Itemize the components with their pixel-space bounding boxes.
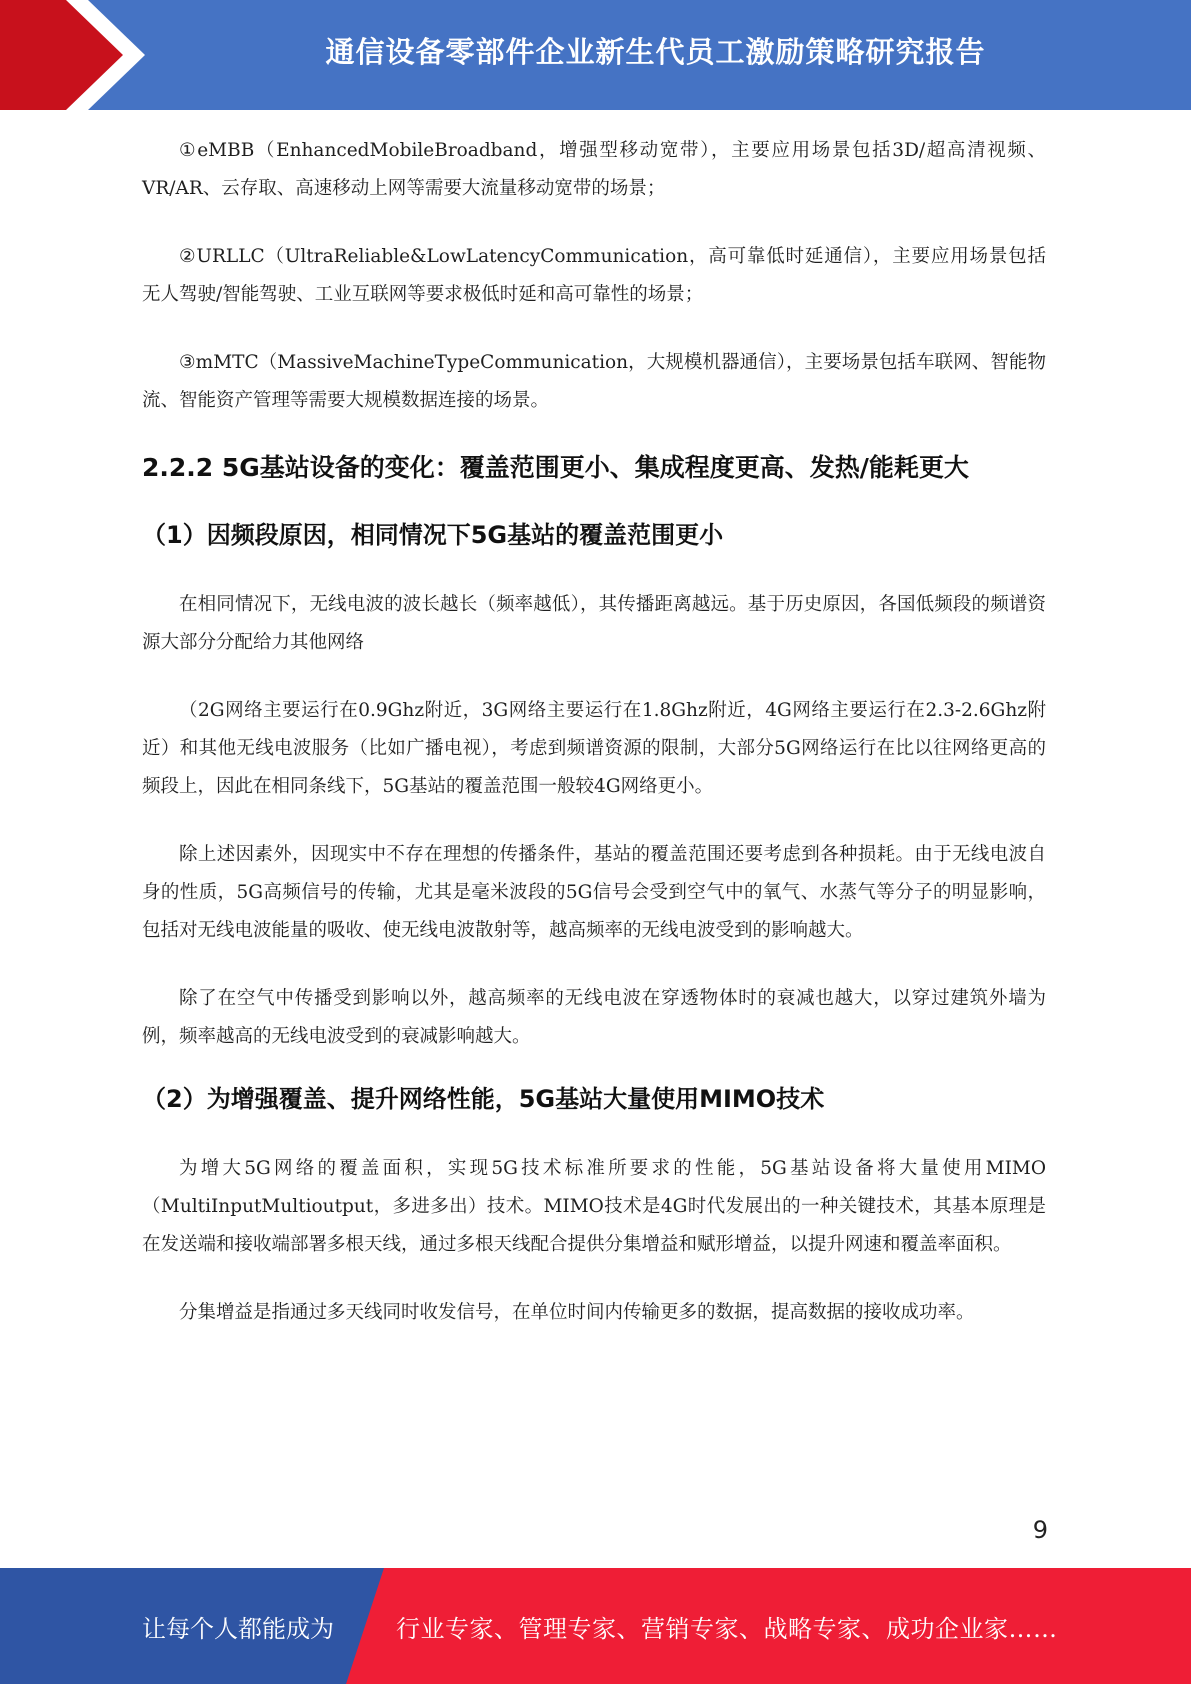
sub1-paragraph: 除上述因素外，因现实中不存在理想的传播条件，基站的覆盖范围还要考虑到各种损耗。由于无线电波自身的性质，5G高频信号的传输，尤其是毫米波段的5G信号会受到空气中的氧气、水蒸气等分子的明显影响，包括对无线电波能量的吸收、使无线电波散射等，越高频率的无线电波受到的影响越大。 bbox=[142, 844, 1046, 941]
intro-item-urllc: ②URLLC（UltraReliable&LowLatencyCommunication，高可靠低时延通信），主要应用场景包括无人驾驶/智能驾驶、工业互联网等要求极低时延和高可靠性的场景； bbox=[142, 246, 1046, 305]
sub1-paragraph: 除了在空气中传播受到影响以外，越高频率的无线电波在穿透物体时的衰减也越大，以穿过建筑外墙为例，频率越高的无线电波受到的衰减影响越大。 bbox=[142, 988, 1046, 1047]
footer-slogan-left: 让每个人都能成为 bbox=[142, 1614, 334, 1643]
subsection-heading-1: （1）因频段原因，相同情况下5G基站的覆盖范围更小 bbox=[142, 521, 724, 549]
page-footer bbox=[0, 1568, 1191, 1684]
sub1-paragraph: （2G网络主要运行在0.9Ghz附近，3G网络主要运行在1.8Ghz附近，4G网络主要运行在2.3-2.6Ghz附近）和其他无线电波服务（比如广播电视），考虑到频谱资源的限制，大部分5G网络运行在比以往网络更高的频段上，因此在相同条线下，5G基站的覆盖范围一般较4G网络更小。 bbox=[142, 700, 1046, 797]
page-header bbox=[0, 0, 1191, 110]
page-number: 9 bbox=[1032, 1516, 1048, 1544]
subsection-heading-2: （2）为增强覆盖、提升网络性能，5G基站大量使用MIMO技术 bbox=[142, 1085, 825, 1113]
intro-item-embb: ①eMBB（EnhancedMobileBroadband，增强型移动宽带），主要应用场景包括3D/超高清视频、VR/AR、云存取、高速移动上网等需要大流量移动宽带的场景； bbox=[142, 140, 1046, 199]
sub1-paragraph: 在相同情况下，无线电波的波长越长（频率越低），其传播距离越远。基于历史原因，各国低频段的频谱资源大部分分配给力其他网络 bbox=[142, 594, 1046, 653]
sub2-paragraph: 分集增益是指通过多天线同时收发信号，在单位时间内传输更多的数据，提高数据的接收成功率。 bbox=[179, 1302, 975, 1323]
sub2-paragraph: 为增大5G网络的覆盖面积，实现5G技术标准所要求的性能，5G基站设备将大量使用MIMO（MultiInputMultioutput，多进多出）技术。MIMO技术是4G时代发展出的一种关键技术，其基本原理是在发送端和接收端部署多根天线，通过多根天线配合提供分集增益和赋形增益，以提升网速和覆盖率面积。 bbox=[142, 1158, 1046, 1255]
section-heading: 2.2.2 5G基站设备的变化：覆盖范围更小、集成程度更高、发热/能耗更大 bbox=[142, 453, 969, 482]
intro-item-mmtc: ③mMTC（MassiveMachineTypeCommunication，大规模机器通信），主要场景包括车联网、智能物流、智能资产管理等需要大规模数据连接的场景。 bbox=[142, 352, 1046, 411]
page-content bbox=[142, 132, 1046, 1332]
footer-slogan-right: 行业专家、管理专家、营销专家、战略专家、成功企业家…… bbox=[396, 1614, 1058, 1643]
report-title: 通信设备零部件企业新生代员工激励策略研究报告 bbox=[325, 34, 986, 69]
